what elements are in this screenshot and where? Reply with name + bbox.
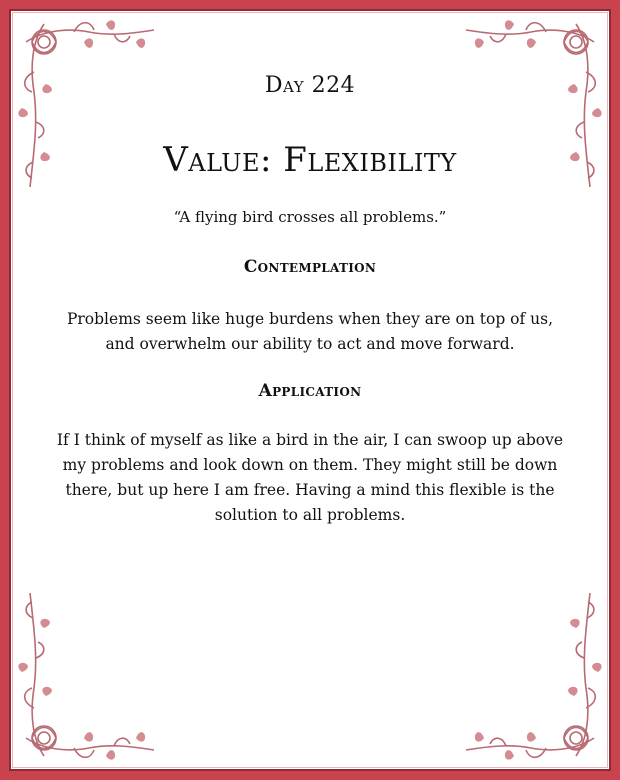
- application-text: If I think of myself as like a bird in the air, I can swoop up above my problems and look down on them. They might still be down there, but up here I am free. Having a mind this flexible is the solution to all problems.: [56, 431, 564, 524]
- day-heading: Day 224: [264, 73, 356, 98]
- contemplation-text: Problems seem like huge burdens when they are on top of us, and overwhelm our ability to act and move forward.: [66, 310, 554, 353]
- value-title: Value: Flexibility: [163, 140, 457, 180]
- application-heading: Application: [258, 381, 362, 401]
- corner-ornament-bottom-left: [14, 578, 164, 768]
- contemplation-heading: Contemplation: [243, 257, 377, 277]
- corner-ornament-bottom-right: [456, 578, 606, 768]
- quote: “A flying bird crosses all problems.”: [173, 208, 447, 226]
